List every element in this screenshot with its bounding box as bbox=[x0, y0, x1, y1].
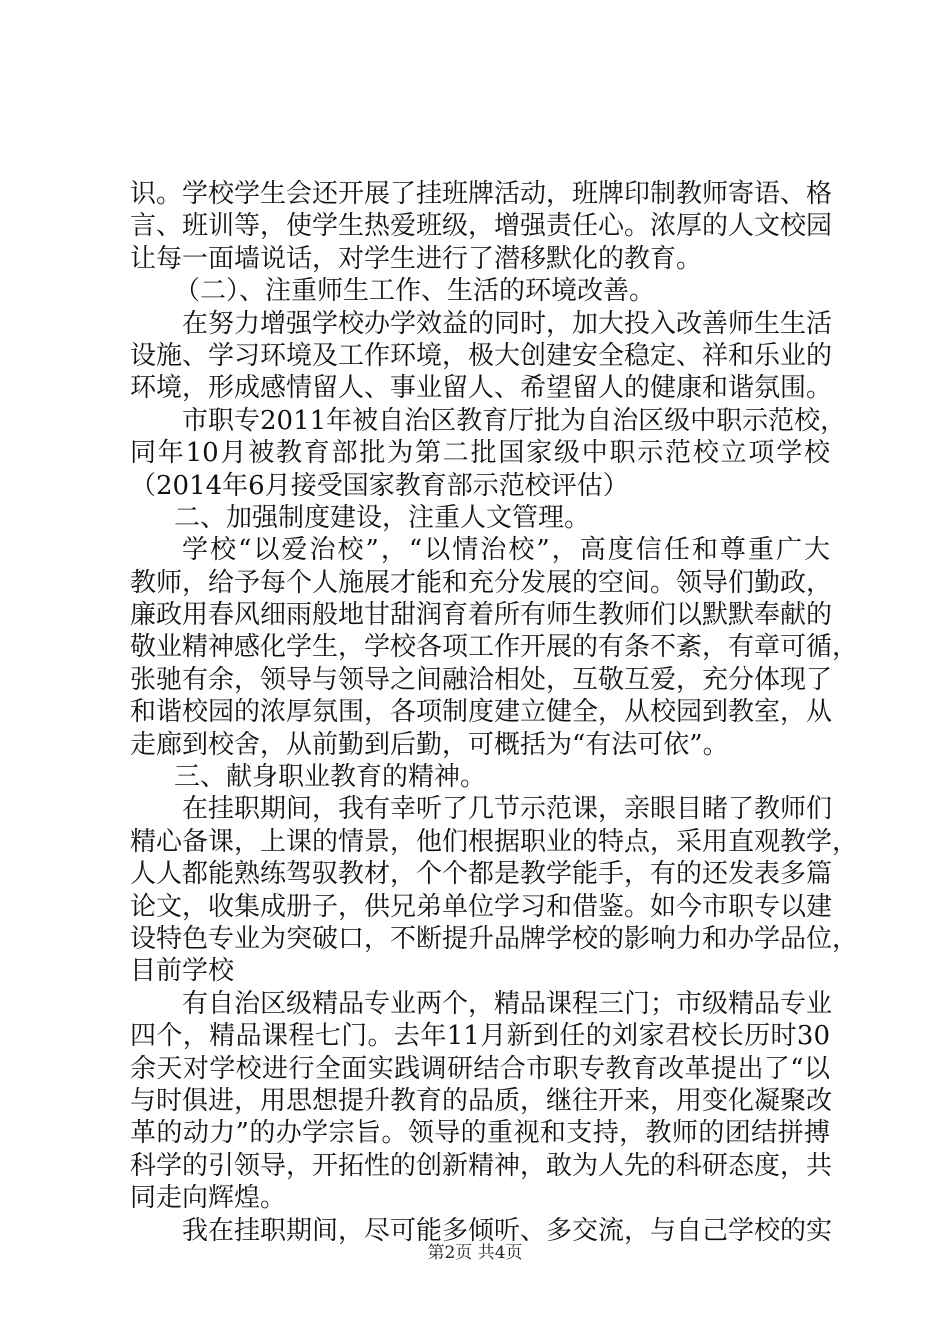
paragraph-first-line: 在努力增强学校办学效益的同时，加大投入改善师生生活 bbox=[182, 308, 833, 339]
paragraph-first-line: 市职专2011年被自治区教育厅批为自治区级中职示范校， bbox=[182, 405, 847, 436]
text-line: （2014年6月接受国家教育部示范校评估） bbox=[130, 470, 629, 501]
text-line: 走廊到校舍，从前勤到后勤，可概括为“有法可依”。 bbox=[130, 729, 729, 760]
text-line: 精心备课，上课的情景，他们根据职业的特点，采用直观教学， bbox=[130, 826, 859, 857]
paragraph-first-line: 学校“以爱治校”，“以情治校”，高度信任和尊重广大 bbox=[182, 535, 830, 566]
text-line: 人人都能熟练驾驭教材，个个都是教学能手，有的还发表多篇 bbox=[130, 859, 833, 890]
text-line: 设施、学习环境及工作环境，极大创建安全稳定、祥和乐业的 bbox=[130, 340, 833, 371]
text-line: 设特色专业为突破口，不断提升品牌学校的影响力和办学品位， bbox=[130, 923, 859, 954]
section-heading: 二、加强制度建设，注重人文管理。 bbox=[174, 502, 591, 533]
text-line: 四个，精品课程七门。去年11月新到任的刘家君校长历时30 bbox=[130, 1021, 830, 1052]
text-line: 言、班训等，使学生热爱班级，增强责任心。浓厚的人文校园 bbox=[130, 211, 833, 242]
text-line: 让每一面墙说话，对学生进行了潜移默化的教育。 bbox=[130, 243, 703, 274]
text-line: 和谐校园的浓厚氛围，各项制度建立健全，从校园到教室，从 bbox=[130, 697, 833, 728]
text-line: 同年10月被教育部批为第二批国家级中职示范校立项学校 bbox=[130, 438, 830, 469]
text-line: 余天对学校进行全面实践调研结合市职专教育改革提出了“以 bbox=[130, 1053, 830, 1084]
paragraph-first-line: 在挂职期间，我有幸听了几节示范课，亲眼目睹了教师们 bbox=[182, 794, 833, 825]
text-line: 教师，给予每个人施展才能和充分发展的空间。领导们勤政， bbox=[130, 567, 833, 598]
section-heading: 三、献身职业教育的精神。 bbox=[174, 762, 487, 793]
text-line: 目前学校 bbox=[130, 956, 235, 987]
text-line: 廉政用春风细雨般地甘甜润育着所有师生教师们以默默奉献的 bbox=[130, 600, 833, 631]
text-line: 同走向辉煌。 bbox=[130, 1183, 287, 1214]
text-line: 环境，形成感情留人、事业留人、希望留人的健康和谐氛围。 bbox=[130, 373, 833, 404]
text-line: 与时俱进，用思想提升教育的品质，继往开来，用变化凝聚改 bbox=[130, 1085, 833, 1116]
text-line: 论文，收集成册子，供兄弟单位学习和借鉴。如今市职专以建 bbox=[130, 891, 833, 922]
page-number-footer: 第2页 共4页 bbox=[427, 1243, 523, 1263]
section-heading: （二）、注重师生工作、生活的环境改善。 bbox=[174, 276, 656, 307]
paragraph-first-line: 我在挂职期间，尽可能多倾听、多交流，与自己学校的实 bbox=[182, 1215, 833, 1246]
paragraph-first-line: 有自治区级精品专业两个，精品课程三门；市级精品专业 bbox=[182, 988, 833, 1019]
text-line: 张驰有余，领导与领导之间融洽相处，互敬互爱，充分体现了 bbox=[130, 664, 833, 695]
text-line: 敬业精神感化学生，学校各项工作开展的有条不紊，有章可循， bbox=[130, 632, 859, 663]
text-line: 科学的引领导，开拓性的创新精神，敢为人先的科研态度，共 bbox=[130, 1150, 833, 1181]
text-line: 革的动力”的办学宗旨。领导的重视和支持，教师的团结拼搏 bbox=[130, 1118, 830, 1149]
document-body bbox=[130, 178, 859, 1247]
text-line: 识。学校学生会还开展了挂班牌活动，班牌印制教师寄语、格 bbox=[130, 179, 833, 209]
